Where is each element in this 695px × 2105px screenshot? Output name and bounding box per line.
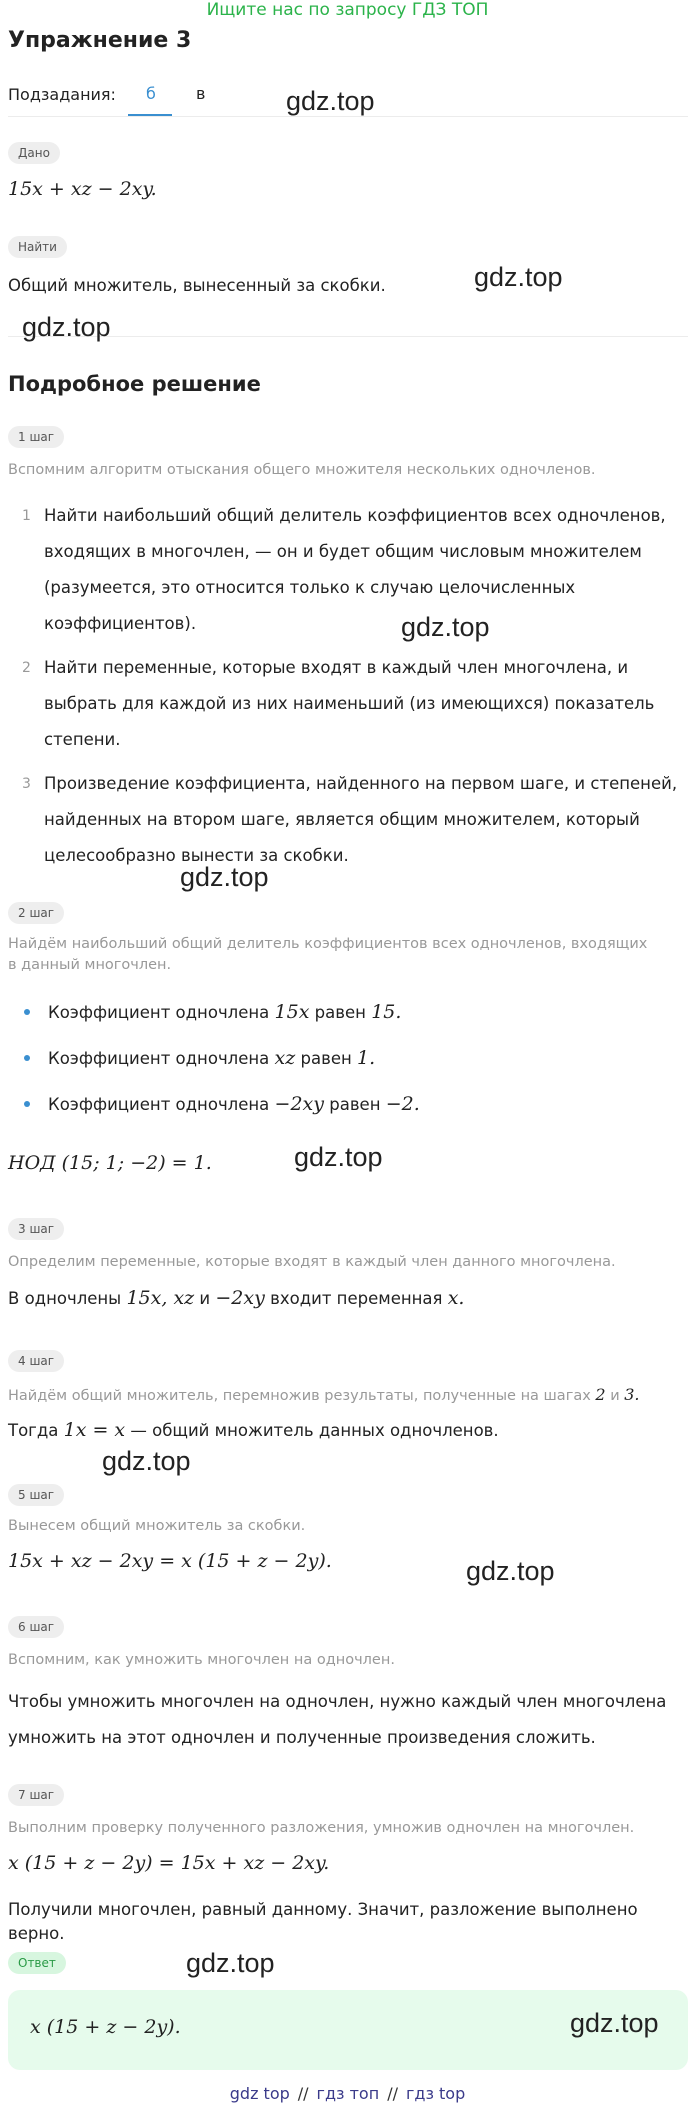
- bullet-icon: [24, 1101, 30, 1107]
- footer-link[interactable]: гдз top: [405, 2084, 466, 2103]
- step-intro: Вспомним, как умножить многочлен на одночлен.: [8, 1652, 395, 1668]
- line-text: В одночлены: [8, 1289, 127, 1308]
- intro-text: и: [605, 1388, 625, 1404]
- find-text: Общий множитель, вынесенный за скобки.: [8, 276, 386, 295]
- conclusion-text: Получили многочлен, равный данному. Значит, разложение выполнено верно.: [8, 1900, 638, 1943]
- watermark: gdz.top: [401, 612, 490, 642]
- item-text: Коэффициент одночлена: [48, 1049, 275, 1068]
- watermark: gdz.top: [180, 862, 269, 892]
- subtask-tab-v[interactable]: в: [196, 84, 206, 103]
- step-chip: 3 шаг: [8, 1218, 64, 1240]
- algorithm-list: [22, 498, 682, 874]
- watermark: gdz.top: [474, 262, 563, 292]
- answer-chip: Ответ: [8, 1952, 66, 1974]
- answer-expression: x (15 + z − 2y).: [30, 2016, 181, 2038]
- item-math: 15.: [371, 1001, 402, 1023]
- step-line: [8, 1418, 499, 1443]
- footer-separator: //: [297, 2084, 309, 2103]
- item-number: 2: [22, 660, 31, 676]
- item-text: Коэффициент одночлена: [48, 1003, 275, 1022]
- factorized-expression: 15x + xz − 2xy = x (15 + z − 2y).: [8, 1550, 332, 1572]
- rule-text: Чтобы умножить многочлен на одночлен, нужно каждый член многочлена умножить на этот одночлен и полученные произведения сложить.: [8, 1692, 667, 1747]
- find-chip: Найти: [8, 236, 67, 258]
- item-math: 1.: [357, 1047, 376, 1069]
- list-item: [22, 766, 682, 874]
- watermark: gdz.top: [186, 1948, 275, 1978]
- step-chip: 7 шаг: [8, 1784, 64, 1806]
- line-text: и: [194, 1289, 216, 1308]
- solution-title: Подробное решение: [8, 372, 261, 396]
- item-math: −2.: [385, 1093, 420, 1115]
- footer-link[interactable]: гдз топ: [316, 2084, 380, 2103]
- line-math: −2xy: [215, 1287, 265, 1309]
- list-item: [22, 650, 682, 758]
- page-title: Упражнение 3: [8, 28, 192, 53]
- intro-text: Найдём общий множитель, перемножив результаты, полученные на шагах: [8, 1388, 596, 1404]
- footer-link[interactable]: gdz top: [229, 2084, 290, 2103]
- line-text: — общий множитель данных одночленов.: [125, 1421, 499, 1440]
- step-intro: Вспомним алгоритм отыскания общего множителя нескольких одночленов.: [8, 462, 596, 478]
- watermark: gdz.top: [102, 1446, 191, 1476]
- step-chip: 1 шаг: [8, 426, 64, 448]
- list-item: [22, 498, 682, 642]
- step-intro: Определим переменные, которые входят в каждый член данного многочлена.: [8, 1254, 616, 1270]
- item-text: Произведение коэффициента, найденного на первом шаге, и степеней, найденных на втором шаге, является общим множителем, который целесообразно вынести за скобки.: [44, 774, 678, 865]
- item-text: равен: [295, 1049, 358, 1068]
- step-intro: [8, 1384, 688, 1407]
- step-chip: 2 шаг: [8, 902, 64, 924]
- step-intro: Вынесем общий множитель за скобки.: [8, 1518, 306, 1534]
- gcd-expression: НОД (15; 1; −2) = 1.: [8, 1152, 212, 1174]
- item-math: xz: [274, 1047, 296, 1069]
- item-number: 3: [22, 776, 31, 792]
- coefficient-list: [24, 1000, 674, 1138]
- item-text: Коэффициент одночлена: [48, 1095, 275, 1114]
- step-chip: 5 шаг: [8, 1484, 64, 1506]
- promo-banner[interactable]: Ищите нас по запросу ГДЗ ТОП: [206, 0, 489, 20]
- watermark: gdz.top: [294, 1142, 383, 1172]
- given-chip: Дано: [8, 142, 60, 164]
- step-line: [8, 1286, 464, 1311]
- item-math: 15x: [274, 1001, 310, 1023]
- intro-math: 2: [595, 1385, 606, 1404]
- list-item: [24, 1000, 674, 1025]
- subtask-tab-b[interactable]: б: [146, 84, 156, 103]
- footer-separator: //: [387, 2084, 398, 2103]
- given-expression: 15x + xz − 2xy.: [8, 178, 157, 200]
- bullet-icon: [24, 1055, 30, 1061]
- item-text: Найти наибольший общий делитель коэффициентов всех одночленов, входящих в многочлен, — он и будет общим числовым множителем (разумеется, это относится только к случаю целочисленных коэффициентов).: [44, 506, 666, 633]
- item-text: Найти переменные, которые входят в каждый член многочлена, и выбрать для каждой из них наименьший (из имеющихся) показатель степени.: [44, 658, 655, 749]
- item-number: 1: [22, 508, 31, 524]
- item-text: равен: [324, 1095, 386, 1114]
- line-text: Тогда: [8, 1421, 64, 1440]
- item-math: −2xy: [274, 1093, 324, 1115]
- watermark: gdz.top: [22, 312, 111, 342]
- bullet-icon: [24, 1009, 30, 1015]
- line-text: входит переменная: [264, 1289, 448, 1308]
- line-math: x.: [447, 1287, 465, 1309]
- list-item: [24, 1046, 674, 1071]
- line-math: 15x, xz: [126, 1287, 195, 1309]
- line-math: 1x = x: [63, 1419, 126, 1441]
- watermark: gdz.top: [570, 2008, 659, 2038]
- step-intro: Найдём наибольший общий делитель коэффициентов всех одночленов, входящих в данный многочлен.: [8, 936, 648, 973]
- subtasks-label: Подзадания:: [8, 85, 116, 104]
- watermark: gdz.top: [466, 1556, 555, 1586]
- step-chip: 4 шаг: [8, 1350, 64, 1372]
- item-text: равен: [309, 1003, 372, 1022]
- footer-links: [0, 2084, 695, 2103]
- step-intro: Выполним проверку полученного разложения, умножив одночлен на многочлен.: [8, 1820, 635, 1836]
- check-expression: x (15 + z − 2y) = 15x + xz − 2xy.: [8, 1852, 330, 1874]
- intro-math: 3.: [624, 1385, 640, 1404]
- step-chip: 6 шаг: [8, 1616, 64, 1638]
- watermark: gdz.top: [286, 86, 375, 116]
- list-item: [24, 1092, 674, 1117]
